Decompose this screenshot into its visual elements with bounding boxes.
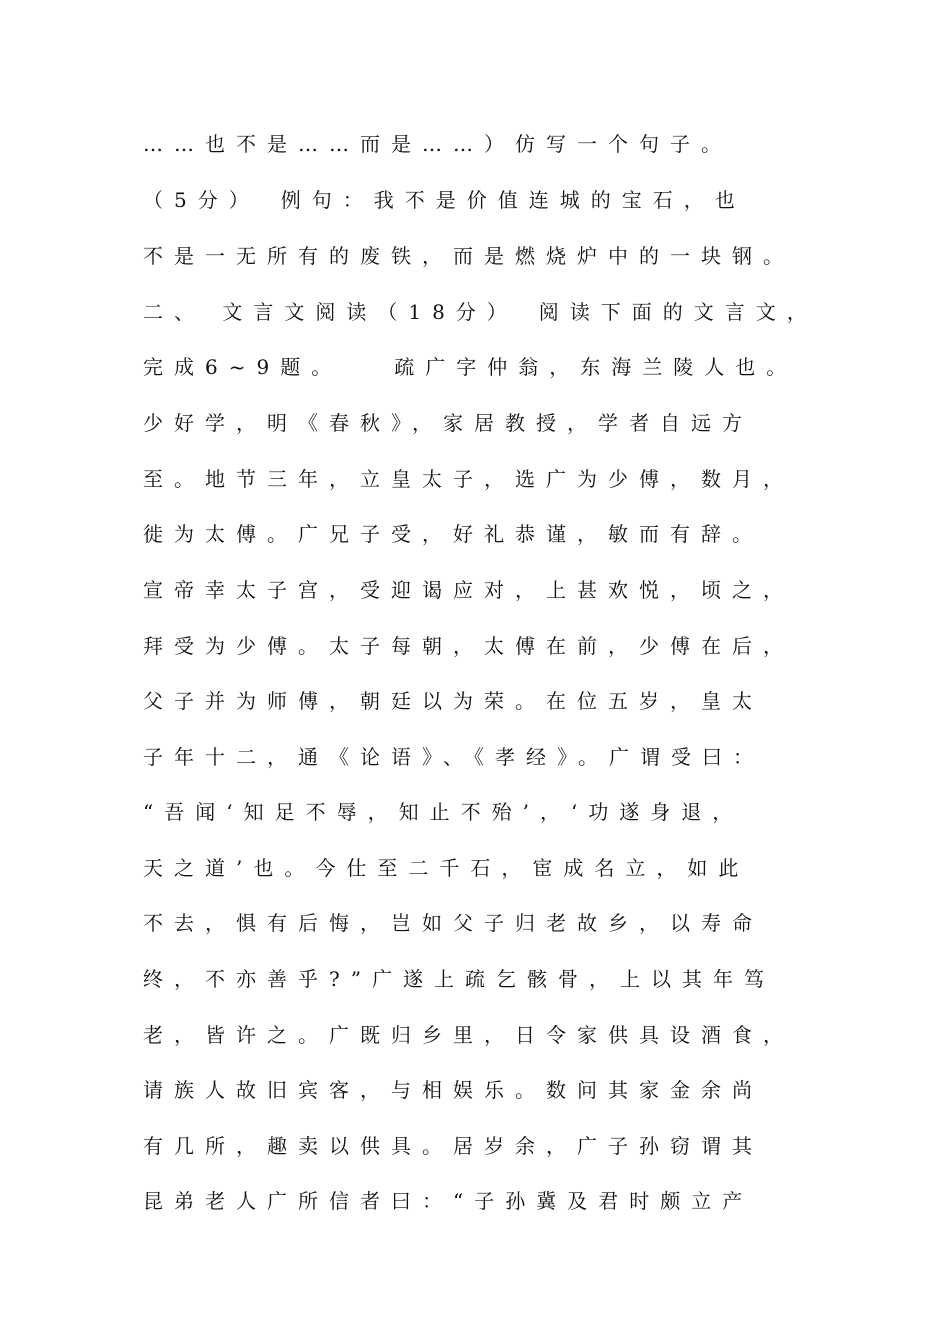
text-line: ……也不是……而是……）仿写一个句子。 — [143, 132, 732, 156]
text-line: 有几所，趣卖以供具。居岁余，广子孙窃谓其 — [143, 1134, 763, 1158]
text-line: 二、 文言文阅读（18分） 阅读下面的文言文， — [143, 300, 818, 324]
text-line: 老，皆许之。广既归乡里，日令家供具设酒食， — [143, 1023, 794, 1047]
text-line: 少好学，明《春秋》，家居教授，学者自远方 — [143, 411, 753, 435]
text-line: 宣帝幸太子宫，受迎谒应对，上甚欢悦，顷之， — [143, 578, 794, 602]
text-line: 天之道’也。今仕至二千石，宦成名立，如此 — [143, 856, 750, 880]
text-line: 终，不亦善乎?”广遂上疏乞骸骨，上以其年笃 — [143, 967, 775, 991]
text-line: 拜受为少傅。太子每朝，太傅在前，少傅在后， — [143, 634, 794, 658]
text-line: （5分） 例句：我不是价值连城的宝石，也 — [143, 188, 746, 212]
text-line: 请族人故旧宾客，与相娱乐。数问其家金余尚 — [143, 1078, 763, 1102]
text-line: 父子并为师傅，朝廷以为荣。在位五岁，皇太 — [143, 689, 763, 713]
text-line: “吾闻‘知足不辱，知止不殆’，‘功遂身退， — [143, 800, 744, 824]
text-line: 不是一无所有的废铁，而是燃烧炉中的一块钢。 — [143, 244, 794, 268]
text-line: 昆弟老人广所信者曰：“子孙冀及君时颇立产 — [143, 1189, 754, 1213]
text-line: 完成6~9题。 疏广字仲翁，东海兰陵人也。 — [143, 355, 798, 379]
text-line: 徙为太傅。广兄子受，好礼恭谨，敏而有辞。 — [143, 522, 763, 546]
text-line: 不去，惧有后悔，岂如父子归老故乡，以寿命 — [143, 911, 763, 935]
text-line: 至。地节三年，立皇太子，选广为少傅，数月， — [143, 467, 794, 491]
text-line: 子年十二，通《论语》、《孝经》。广谓受曰： — [143, 745, 764, 769]
